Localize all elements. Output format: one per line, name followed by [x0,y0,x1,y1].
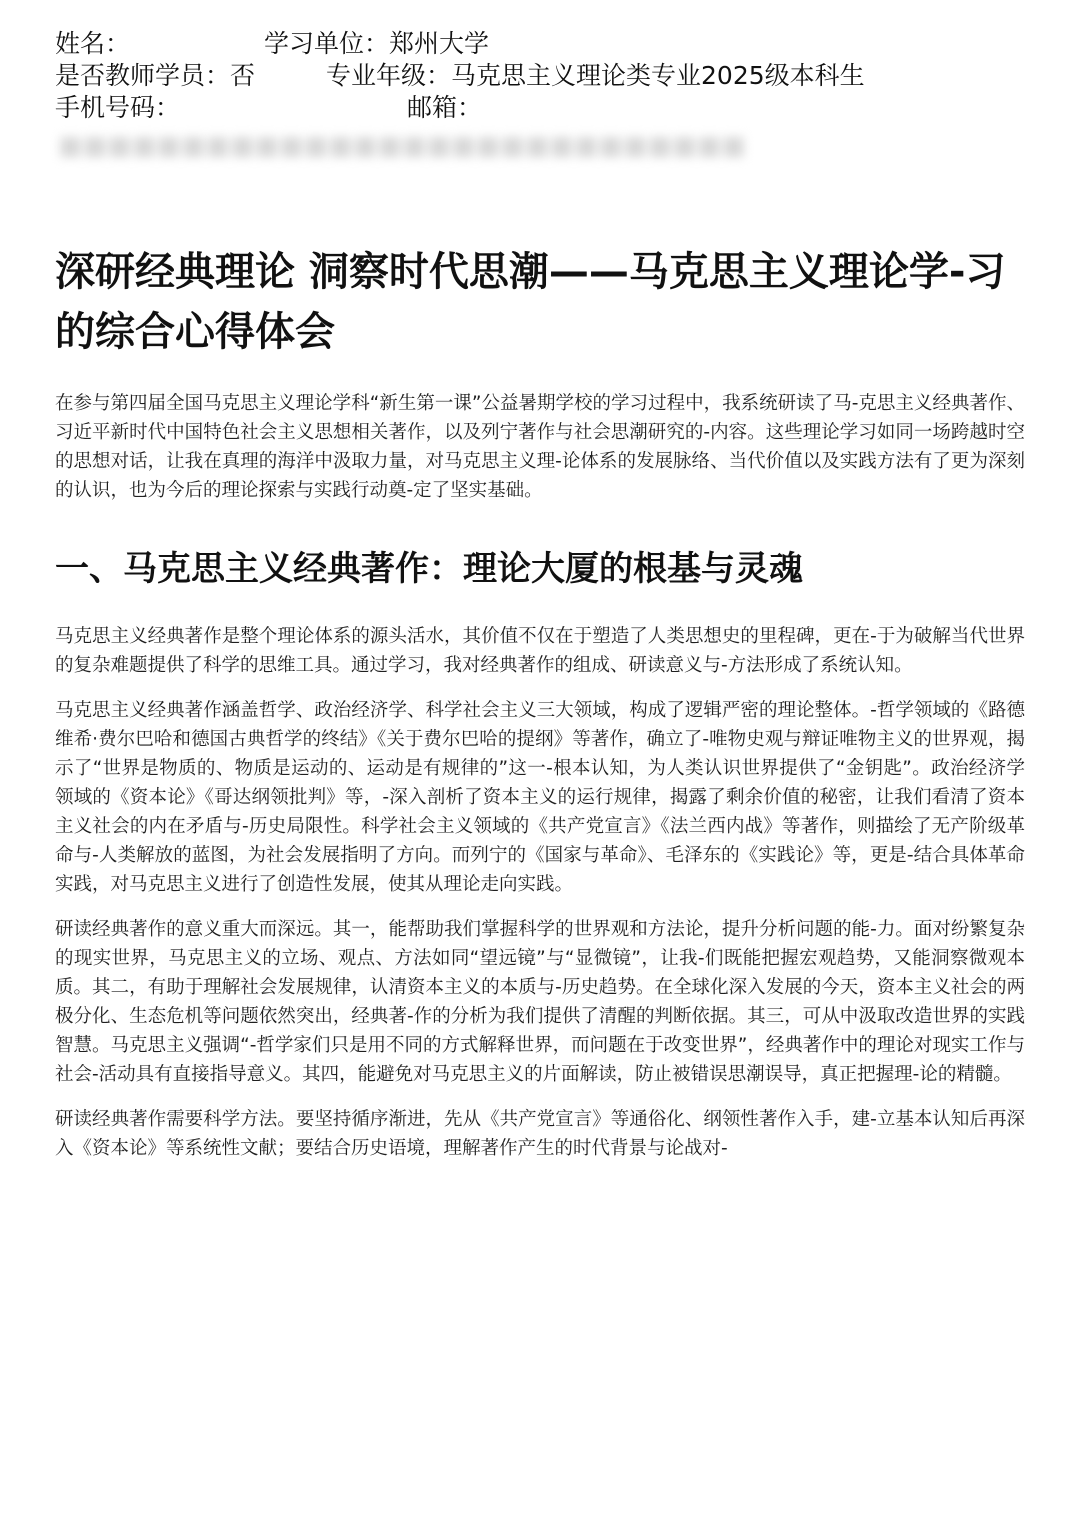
name-label: 姓名： [55,29,131,58]
section-1-paragraph-2: 马克思主义经典著作涵盖哲学、政治经济学、科学社会主义三大领域，构成了逻辑严密的理论整体。-哲学领域的《路德维希·费尔巴哈和德国古典哲学的终结》《关于费尔巴哈的提纲》等著作，确立了-唯物史观与辩证唯物主义的世界观，揭示了“世界是物质的、物质是运动的、运动是有规律的”这一-根本认知，为人类认识世界提供了“金钥匙”。政治经济学领域的《资本论》《哥达纲领批判》等，-深入剖析了资本主义的运行规律，揭露了剩余价值的秘密，让我们看清了资本主义社会的内在矛盾与-历史局限性。科学社会主义领域的《共产党宣言》《法兰西内战》等著作，则描绘了无产阶级革命与-人类解放的蓝图，为社会发展指明了方向。而列宁的《国家与革命》、毛泽东的《实践论》等，更是-结合具体革命实践，对马克思主义进行了创造性发展，使其从理论走向实践。 [55,700,1025,895]
section-1-heading: 一、马克思主义经典著作：理论大厦的根基与灵魂 [55,549,803,589]
header-line-1 [55,28,1035,60]
header-line-2 [55,60,1035,92]
document-title: 深研经典理论 洞察时代思潮——马克思主义理论学-习的综合心得体会 [55,249,1006,355]
section-1-paragraph-3: 研读经典著作的意义重大而深远。其一，能帮助我们掌握科学的世界观和方法论，提升分析问题的能-力。面对纷繁复杂的现实世界，马克思主义的立场、观点、方法如同“望远镜”与“显微镜”，让我-们既能把握宏观趋势，又能洞察微观本质。其二，有助于理解社会发展规律，认清资本主义的本质与-历史趋势。在全球化深入发展的今天，资本主义社会的两极分化、生态危机等问题依然突出，经典著-作的分析为我们提供了清醒的判断依据。其三，可从中汲取改造世界的实践智慧。马克思主义强调“-哲学家们只是用不同的方式解释世界，而问题在于改变世界”，经典著作中的理论对现实工作与社会-活动具有直接指导意义。其四，能避免对马克思主义的片面解读，防止被错误思潮误导，真正把握理-论的精髓。 [55,919,1025,1085]
study-unit: 学习单位：郑州大学 [264,29,490,58]
email-label: 邮箱： [407,93,483,122]
intro-paragraph: 在参与第四届全国马克思主义理论学科“新生第一课”公益暑期学校的学习过程中，我系统研读了马-克思主义经典著作、习近平新时代中国特色社会主义思想相关著作，以及列宁著作与社会思潮研究的-内容。这些理论学习如同一场跨越时空的思想对话，让我在真理的海洋中汲取力量，对马克思主义理-论体系的发展脉络、当代价值以及实践方法有了更为深刻的认识，也为今后的理论探索与实践行动奠-定了坚实基础。 [55,393,1025,501]
teacher-status: 是否教师学员：否 [55,61,256,90]
redacted-line: ■■■■■■■■■■■■■■■■■■■■■■■■■■■■ [58,131,746,161]
document-body [55,389,1025,1163]
major-grade: 专业年级：马克思主义理论类专业2025级本科生 [326,61,865,90]
phone-label: 手机号码： [55,93,181,122]
section-1-paragraph-1: 马克思主义经典著作是整个理论体系的源头活水，其价值不仅在于塑造了人类思想史的里程碑，更在-于为破解当代世界的复杂难题提供了科学的思维工具。通过学习，我对经典著作的组成、研读意义与-方法形成了系统认知。 [55,626,1025,676]
header-line-3 [55,92,1035,124]
info-header [55,28,1035,124]
section-1-paragraph-4: 研读经典著作需要科学方法。要坚持循序渐进，先从《共产党宣言》等通俗化、纲领性著作入手，建-立基本认知后再深入《资本论》等系统性文献；要结合历史语境，理解著作产生的时代背景与论战对- [55,1109,1025,1159]
